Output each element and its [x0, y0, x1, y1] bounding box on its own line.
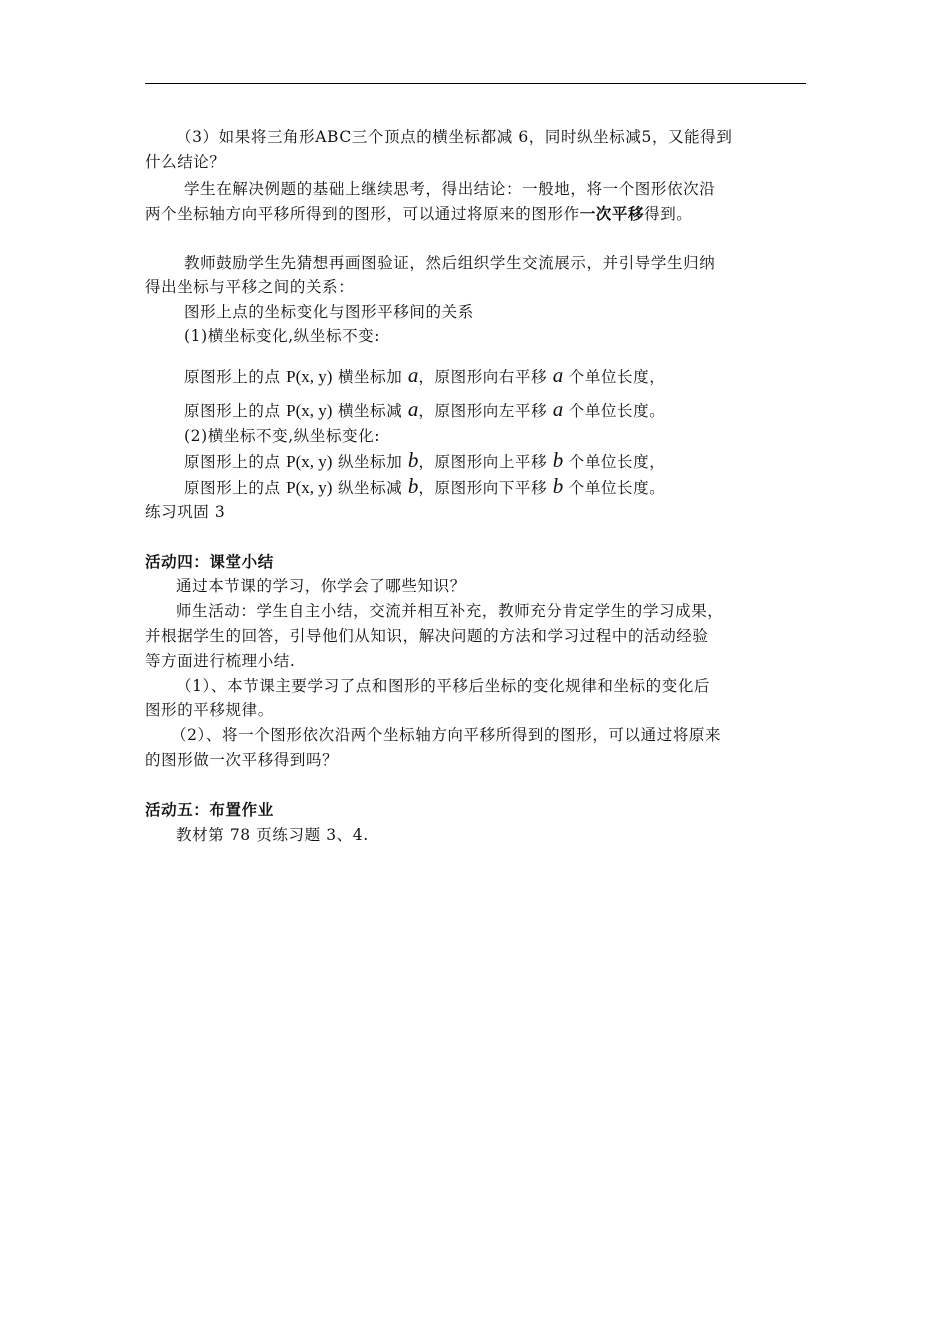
row-text: 个单位长度。 — [563, 479, 666, 497]
activity4-para-line2: 并根据学生的回答，引导他们从知识，解决问题的方法和学习过程中的活动经验 — [145, 627, 709, 645]
summary2-line2: 的图形做一次平移得到吗？ — [145, 751, 339, 769]
case1-row-left — [184, 398, 665, 422]
activity4-question: 通过本节课的学习，你学会了哪些知识？ — [176, 577, 466, 595]
conclusion-line2 — [145, 203, 692, 225]
variable-a: a — [552, 363, 564, 387]
activity4-para-line1: 师生活动：学生自主小结，交流并相互补充，教师充分肯定学生的学习成果， — [176, 602, 724, 620]
row-text: 个单位长度， — [563, 453, 666, 471]
point-expression: P(x, y) — [286, 452, 333, 471]
variable-a: a — [407, 363, 419, 387]
activity4-heading: 活动四：课堂小结 — [145, 553, 274, 571]
activity4-para-line3: 等方面进行梳理小结. — [145, 652, 296, 670]
header-rule — [145, 83, 806, 84]
row-text: 纵坐标减 — [332, 479, 408, 497]
row-text: 横坐标减 — [332, 402, 408, 420]
conclusion-bold-term: 一次平移 — [579, 205, 645, 223]
summary1-line2: 图形的平移规律。 — [145, 701, 274, 719]
variable-a: a — [407, 397, 419, 421]
teacher-line2: 得出坐标与平移之间的关系： — [145, 278, 355, 296]
row-text: ，原图形向左平移 — [418, 402, 553, 420]
row-text: 原图形上的点 — [184, 402, 287, 420]
summary1-line1: （1）、本节课主要学习了点和图形的平移后坐标的变化规律和坐标的变化后 — [176, 677, 711, 695]
case2-row-up — [184, 449, 665, 473]
variable-b: b — [407, 448, 419, 472]
row-text: 个单位长度， — [563, 368, 666, 386]
row-text: 原图形上的点 — [184, 453, 287, 471]
row-text: 原图形上的点 — [184, 479, 287, 497]
row-text: 横坐标加 — [332, 368, 408, 386]
row-text: ，原图形向下平移 — [418, 479, 553, 497]
variable-b: b — [552, 474, 564, 498]
variable-b: b — [552, 448, 564, 472]
case1-title: (1)横坐标变化,纵坐标不变: — [184, 327, 381, 345]
conclusion-line1: 学生在解决例题的基础上继续思考，得出结论：一般地，将一个图形依次沿 — [184, 180, 716, 198]
row-text: ，原图形向上平移 — [418, 453, 553, 471]
row-text: 个单位长度。 — [563, 402, 666, 420]
part3-line2: 什么结论？ — [145, 153, 226, 171]
conclusion-text-a: 两个坐标轴方向平移所得到的图形，可以通过将原来的图形作 — [145, 205, 580, 223]
row-text: ，原图形向右平移 — [418, 368, 553, 386]
case1-row-right — [184, 364, 665, 388]
activity5-heading: 活动五：布置作业 — [145, 801, 274, 819]
part3-line1: （3）如果将三角形ABC三个顶点的横坐标都减 6，同时纵坐标减5，又能得到 — [176, 128, 733, 146]
row-text: 原图形上的点 — [184, 368, 287, 386]
case2-title: (2)横坐标不变,纵坐标变化: — [184, 427, 381, 445]
summary2-line1: （2）、将一个图形依次沿两个坐标轴方向平移所得到的图形，可以通过将原来 — [171, 726, 722, 744]
conclusion-text-b: 得到。 — [644, 205, 693, 223]
case2-row-down — [184, 475, 665, 499]
relation-title: 图形上点的坐标变化与图形平移间的关系 — [184, 303, 474, 321]
variable-a: a — [552, 397, 564, 421]
variable-b: b — [407, 474, 419, 498]
point-expression: P(x, y) — [286, 478, 333, 497]
row-text: 纵坐标加 — [332, 453, 408, 471]
teacher-line1: 教师鼓励学生先猜想再画图验证，然后组织学生交流展示，并引导学生归纳 — [184, 254, 716, 272]
homework-text: 教材第 78 页练习题 3、4. — [176, 826, 369, 844]
practice-label: 练习巩固 3 — [145, 503, 226, 521]
point-expression: P(x, y) — [286, 401, 333, 420]
point-expression: P(x, y) — [286, 367, 333, 386]
